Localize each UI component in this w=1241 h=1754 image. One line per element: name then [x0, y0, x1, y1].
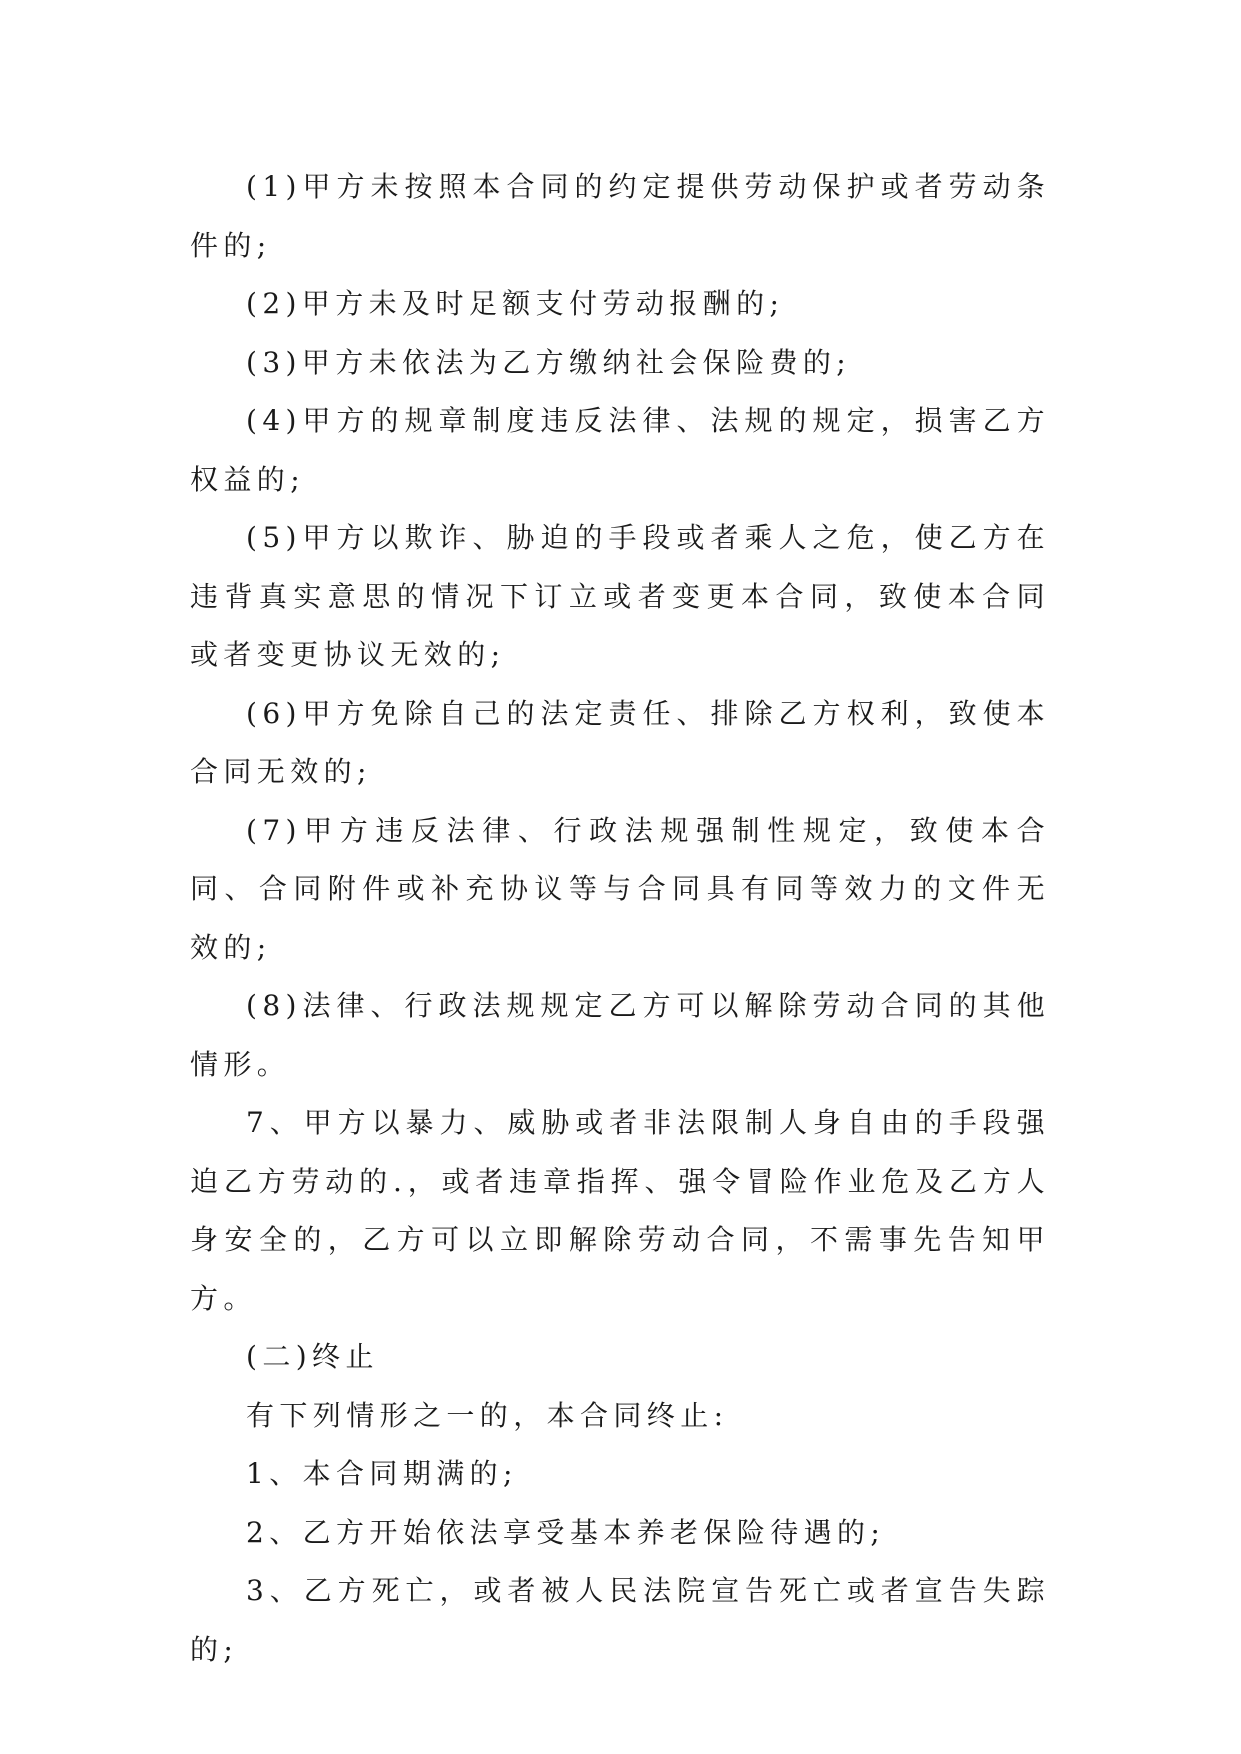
paragraph-item-3: (3)甲方未依法为乙方缴纳社会保险费的;	[246, 345, 852, 379]
paragraph-item-2: (2)甲方未及时足额支付劳动报酬的;	[246, 287, 785, 320]
paragraph-item-8: (8)法律、行政法规规定乙方可以解除劳动合同的其他情形。	[190, 989, 1050, 1081]
paragraph-termination-1: 1、本合同期满的;	[246, 1457, 518, 1490]
paragraph-item-5: (5)甲方以欺诈、胁迫的手段或者乘人之危，使乙方在违背真实意思的情况下订立或者变更本合同，致使本合同或者变更协议无效的;	[190, 521, 1050, 671]
section-heading-termination: (二)终止	[246, 1340, 379, 1373]
paragraph-termination-3: 3、乙方死亡，或者被人民法院宣告死亡或者宣告失踪的;	[190, 1574, 1050, 1666]
paragraph-item-7: (7)甲方违反法律、行政法规强制性规定，致使本合同、合同附件或补充协议等与合同具有同等效力的文件无效的;	[190, 813, 1050, 964]
paragraph-termination-intro: 有下列情形之一的，本合同终止:	[246, 1398, 729, 1432]
paragraph-termination-2: 2、乙方开始依法享受基本养老保险待遇的;	[246, 1515, 886, 1549]
paragraph-clause-7: 7、甲方以暴力、威胁或者非法限制人身自由的手段强迫乙方劳动的.，或者违章指挥、强令冒险作业危及乙方人身安全的，乙方可以立即解除劳动合同，不需事先告知甲方。	[190, 1106, 1050, 1315]
document-body	[190, 158, 1050, 1679]
paragraph-item-1: (1)甲方未按照本合同的约定提供劳动保护或者劳动条件的;	[190, 170, 1050, 262]
paragraph-item-6: (6)甲方免除自己的法定责任、排除乙方权利，致使本合同无效的;	[190, 696, 1050, 788]
paragraph-item-4: (4)甲方的规章制度违反法律、法规的规定，损害乙方权益的;	[190, 404, 1050, 496]
